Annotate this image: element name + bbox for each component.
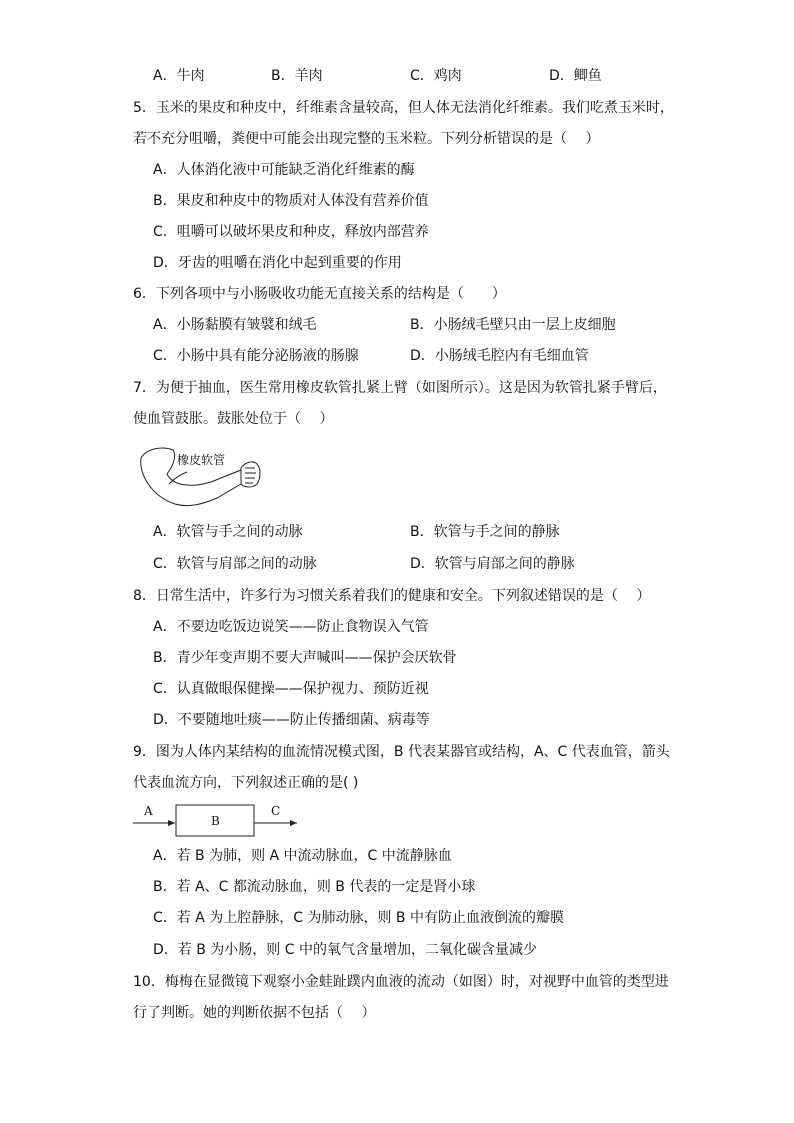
- q8-stem: 8．日常生活中，许多行为习惯关系着我们的健康和安全。下列叙述错误的是（ ）: [133, 588, 651, 604]
- q6-option-d: D．小肠绒毛腔内有毛细血管: [410, 348, 589, 364]
- q5-option-b: B．果皮和种皮中的物质对人体没有营养价值: [153, 193, 429, 209]
- q9-stem-line1: 9．图为人体内某结构的血流情况模式图，B 代表某器官或结构，A、C 代表血管，箭头: [133, 744, 670, 760]
- q5-option-d: D．牙齿的咀嚼在消化中起到重要的作用: [153, 255, 402, 271]
- label-c: C: [271, 804, 281, 818]
- q8-option-b: B．青少年变声期不要大声喊叫——保护会厌软骨: [153, 650, 457, 666]
- q9-option-d: D．若 B 为小肠，则 C 中的氧气含量增加，二氧化碳含量减少: [153, 942, 537, 958]
- q4-option-a: A．牛肉: [153, 68, 205, 84]
- q7-option-d: D．软管与肩部之间的静脉: [410, 556, 575, 572]
- q9-option-c: C．若 A 为上腔静脉，C 为肺动脉，则 B 中有防止血液倒流的瓣膜: [153, 910, 564, 926]
- label-b: B: [211, 814, 220, 828]
- q6-option-a: A．小肠黏膜有皱襞和绒毛: [153, 317, 317, 333]
- q9-option-b: B．若 A、C 都流动脉血，则 B 代表的一定是肾小球: [153, 879, 476, 895]
- tourniquet-band: [169, 472, 187, 484]
- arrow-a-icon: [168, 820, 175, 826]
- arm-tourniquet-figure: [133, 444, 273, 518]
- q6-option-b: B．小肠绒毛壁只由一层上皮细胞: [410, 317, 616, 333]
- q4-option-d: D．鲫鱼: [549, 68, 602, 84]
- q5-option-a: A．人体消化液中可能缺乏消化纤维素的酶: [153, 162, 415, 178]
- q7-option-c: C．软管与肩部之间的动脉: [153, 556, 317, 572]
- fist-fingers: [245, 468, 256, 483]
- label-a: A: [144, 804, 153, 818]
- q10-stem-line2: 行了判断。她的判断依据不包括（ ）: [133, 1005, 376, 1021]
- q8-option-c: C．认真做眼保健操——保护视力、预防近视: [153, 681, 429, 697]
- q8-option-d: D．不要随地吐痰——防止传播细菌、病毒等: [153, 712, 430, 728]
- q7-option-b: B．软管与手之间的静脉: [410, 524, 560, 540]
- q4-option-b: B．羊肉: [271, 68, 323, 84]
- q9-stem-line2: 代表血流方向，下列叙述正确的是( ): [133, 775, 359, 791]
- q8-option-a: A．不要边吃饭边说笑——防止食物误入气管: [153, 619, 429, 635]
- q5-option-c: C．咀嚼可以破坏果皮和种皮，释放内部营养: [153, 224, 429, 240]
- q5-stem-line1: 5．玉米的果皮和种皮中，纤维素含量较高，但人体无法消化纤维素。我们吃煮玉米时，: [133, 100, 674, 116]
- q5-stem-line2: 若不充分咀嚼，粪便中可能会出现完整的玉米粒。下列分析错误的是（ ）: [133, 131, 600, 147]
- q6-stem: 6．下列各项中与小肠吸收功能无直接关系的结构是（ ）: [133, 286, 506, 302]
- blood-flow-diagram: [133, 800, 303, 844]
- tourniquet-label: 橡皮软管: [177, 453, 226, 467]
- q4-option-c: C．鸡肉: [410, 68, 462, 84]
- q7-stem-line1: 7．为便于抽血，医生常用橡皮软管扎紧上臂（如图所示）。这是因为软管扎紧手臂后，: [133, 380, 667, 396]
- q7-option-a: A．软管与手之间的动脉: [153, 524, 303, 540]
- q10-stem-line1: 10．梅梅在显微镜下观察小金蛙趾蹼内血液的流动（如图）时，对视野中血管的类型进: [133, 974, 669, 990]
- q6-option-c: C．小肠中具有能分泌肠液的肠腺: [153, 348, 359, 364]
- arrow-c-icon: [290, 820, 297, 826]
- q9-option-a: A．若 B 为肺，则 A 中流动脉血，C 中流静脉血: [153, 848, 452, 864]
- q7-stem-line2: 使血管鼓胀。鼓胀处位于（ ）: [133, 411, 334, 427]
